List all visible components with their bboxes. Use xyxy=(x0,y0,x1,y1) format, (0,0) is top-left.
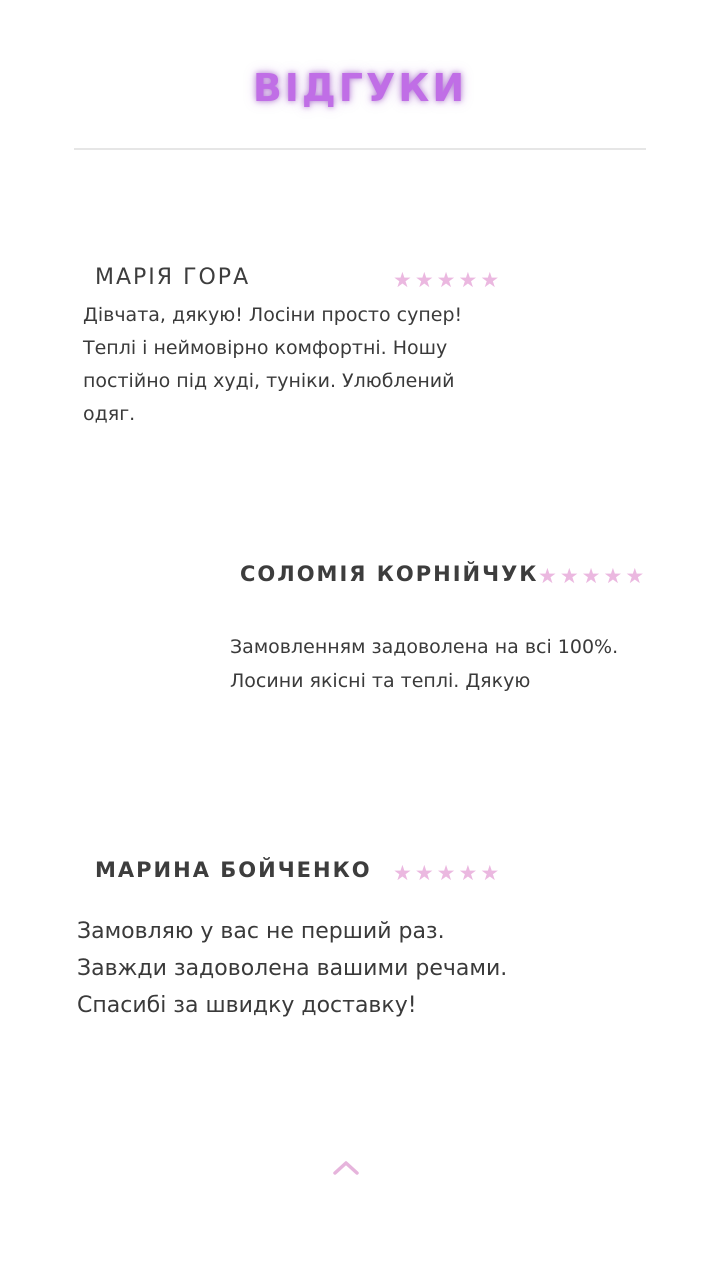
review-line: Лосини якісні та теплі. Дякую xyxy=(230,670,531,692)
review-line: одяг. xyxy=(83,403,136,425)
reviewer-name: МАРИНА БОЙЧЕНКО xyxy=(95,858,372,882)
review-line: Спасибі за швидку доставку! xyxy=(77,993,417,1018)
review-line: Дівчата, дякую! Лосіни просто супер! xyxy=(83,304,463,326)
star-icon: ★ xyxy=(414,861,434,885)
title-divider xyxy=(74,148,646,150)
review-text xyxy=(230,630,618,698)
review-text xyxy=(77,913,507,1024)
rating-stars xyxy=(393,863,499,884)
star-icon: ★ xyxy=(458,861,478,885)
star-icon: ★ xyxy=(414,268,434,292)
star-icon: ★ xyxy=(436,268,456,292)
reviewer-name: СОЛОМІЯ КОРНІЙЧУК xyxy=(240,562,539,586)
review-line: Завжди задоволена вашими речами. xyxy=(77,956,508,981)
star-icon: ★ xyxy=(393,861,412,885)
review-text xyxy=(83,299,462,431)
star-icon: ★ xyxy=(480,861,500,885)
star-icon: ★ xyxy=(393,268,412,292)
rating-stars xyxy=(393,270,499,291)
star-icon: ★ xyxy=(581,564,601,588)
star-icon: ★ xyxy=(625,564,645,588)
star-icon: ★ xyxy=(480,268,500,292)
star-icon: ★ xyxy=(436,861,456,885)
star-icon: ★ xyxy=(559,564,579,588)
star-icon: ★ xyxy=(538,564,557,588)
reviewer-name: МАРІЯ ГОРА xyxy=(95,265,251,290)
star-icon: ★ xyxy=(458,268,478,292)
review-line: постійно під худі, туніки. Улюблений xyxy=(83,370,455,392)
rating-stars xyxy=(538,566,644,587)
chevron-up-icon[interactable] xyxy=(332,1156,360,1178)
star-icon: ★ xyxy=(603,564,623,588)
review-line: Теплі і неймовірно комфортні. Ношу xyxy=(83,337,448,359)
review-line: Замовленням задоволена на всі 100%. xyxy=(230,636,619,658)
page-title: ВІДГУКИ xyxy=(252,66,468,110)
review-line: Замовляю у вас не перший раз. xyxy=(77,919,445,944)
